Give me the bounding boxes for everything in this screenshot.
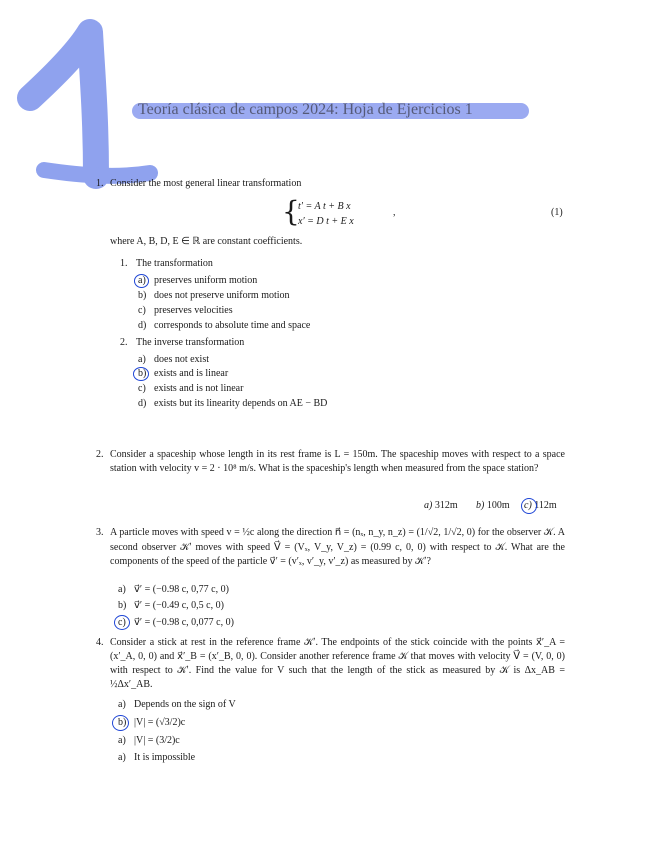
q1-sub1-option-c[interactable]: c) preserves velocities	[138, 305, 233, 316]
q2-text: Consider a spaceship whose length in its rest frame is L = 150m. The spaceship moves with respect to a space station with velocity v = 2 · 10⁸ m/s. What is the spaceship's length when measured from the space station?	[110, 449, 565, 474]
answer-circle-q3c	[114, 615, 130, 630]
q3-option-b[interactable]: b) v⃗′ = (−0.49 c, 0,5 c, 0)	[118, 600, 224, 611]
q1-sub2-option-b[interactable]: b) exists and is linear	[138, 368, 229, 379]
answer-circle-q2c	[521, 498, 537, 514]
q1-sub1-option-d[interactable]: d) corresponds to absolute time and space	[138, 320, 311, 331]
sheet-title: Teoría clásica de campos 2024: Hoja de Ejercicios 1	[138, 101, 473, 118]
q4-option-c[interactable]: a) |V| = (3/2)c	[118, 735, 180, 746]
q3-number: 3.	[96, 527, 104, 538]
q1-intro: Consider the most general linear transformation	[110, 178, 302, 189]
q1-sub2-option-a[interactable]: a) does not exist	[138, 354, 209, 365]
q4-option-d[interactable]: a) It is impossible	[118, 752, 196, 763]
equation-brace: {	[282, 195, 300, 228]
q1-sub1-number: 1.	[120, 258, 128, 269]
q4-text: Consider a stick at rest in the reference frame 𝒦′. The endpoints of the stick coincide with the points x⃗′_A = (x′_A, 0, 0) and x⃗′_B = (x′_B, 0, 0). Consider another reference frame 𝒦 that moves with velocity V⃗ = (V, 0, 0) with respect to 𝒦′. Find the value for V such that the length of the stick as measured by 𝒦 is Δx_AB = ½Δx′_AB.	[110, 637, 565, 690]
q1-where: where A, B, D, E ∈ ℝ are constant coefficients.	[110, 236, 303, 247]
q2-option-c[interactable]: c) 112m	[524, 500, 557, 511]
q1-sub2-option-d[interactable]: d) exists but its linearity depends on AE − BD	[138, 398, 328, 409]
answer-circle-q4b	[112, 715, 129, 731]
q3-option-a[interactable]: a) v⃗′ = (−0.98 c, 0,77 c, 0)	[118, 584, 229, 595]
q1-sub2-option-c[interactable]: c) exists and is not linear	[138, 383, 244, 394]
q4-option-b[interactable]: b) |V| = (√3/2)c	[118, 717, 186, 728]
answer-circle-q1-1a	[134, 274, 149, 288]
q2-option-a[interactable]: a) 312m	[424, 500, 458, 511]
equation-number: (1)	[551, 207, 563, 218]
equation-line-1: t′ = A t + B x	[298, 201, 351, 212]
q1-sub2-text: The inverse transformation	[136, 337, 245, 348]
q1-sub1	[120, 257, 213, 271]
q4-option-a[interactable]: a) Depends on the sign of V	[118, 699, 236, 710]
equation-comma: ,	[393, 207, 396, 218]
equation-system	[298, 199, 354, 229]
q1-sub1-option-a[interactable]: a) preserves uniform motion	[138, 275, 258, 286]
q1-sub2-number: 2.	[120, 337, 128, 348]
q2-option-b[interactable]: b) 100m	[476, 500, 510, 511]
q3-option-c[interactable]: c) v⃗′ = (−0.98 c, 0,077 c, 0)	[118, 617, 234, 628]
q1-sub1-option-b[interactable]: b) does not preserve uniform motion	[138, 290, 290, 301]
q1-sub1-text: The transformation	[136, 258, 213, 269]
q1-sub2	[120, 336, 244, 350]
q4-number: 4.	[96, 637, 104, 648]
equation-line-2: x′ = D t + E x	[298, 216, 354, 227]
q2-number: 2.	[96, 449, 104, 460]
q3-text: A particle moves with speed v = ½c along the direction n⃗ = (nₓ, n_y, n_z) = (1/√2, 1/√2, 0) for the observer 𝒦. A second observer 𝒦′ moves with speed V⃗ = (Vₓ, V_y, V_z) = (0.99 c, 0, 0) with respect to 𝒦. What are the components of the speed of the particle v⃗′ = (v′ₓ, v′_y, v′_z) as measured by 𝒦′?	[110, 527, 565, 567]
answer-circle-q1-2b	[133, 367, 149, 381]
q1-number: 1.	[96, 178, 104, 189]
